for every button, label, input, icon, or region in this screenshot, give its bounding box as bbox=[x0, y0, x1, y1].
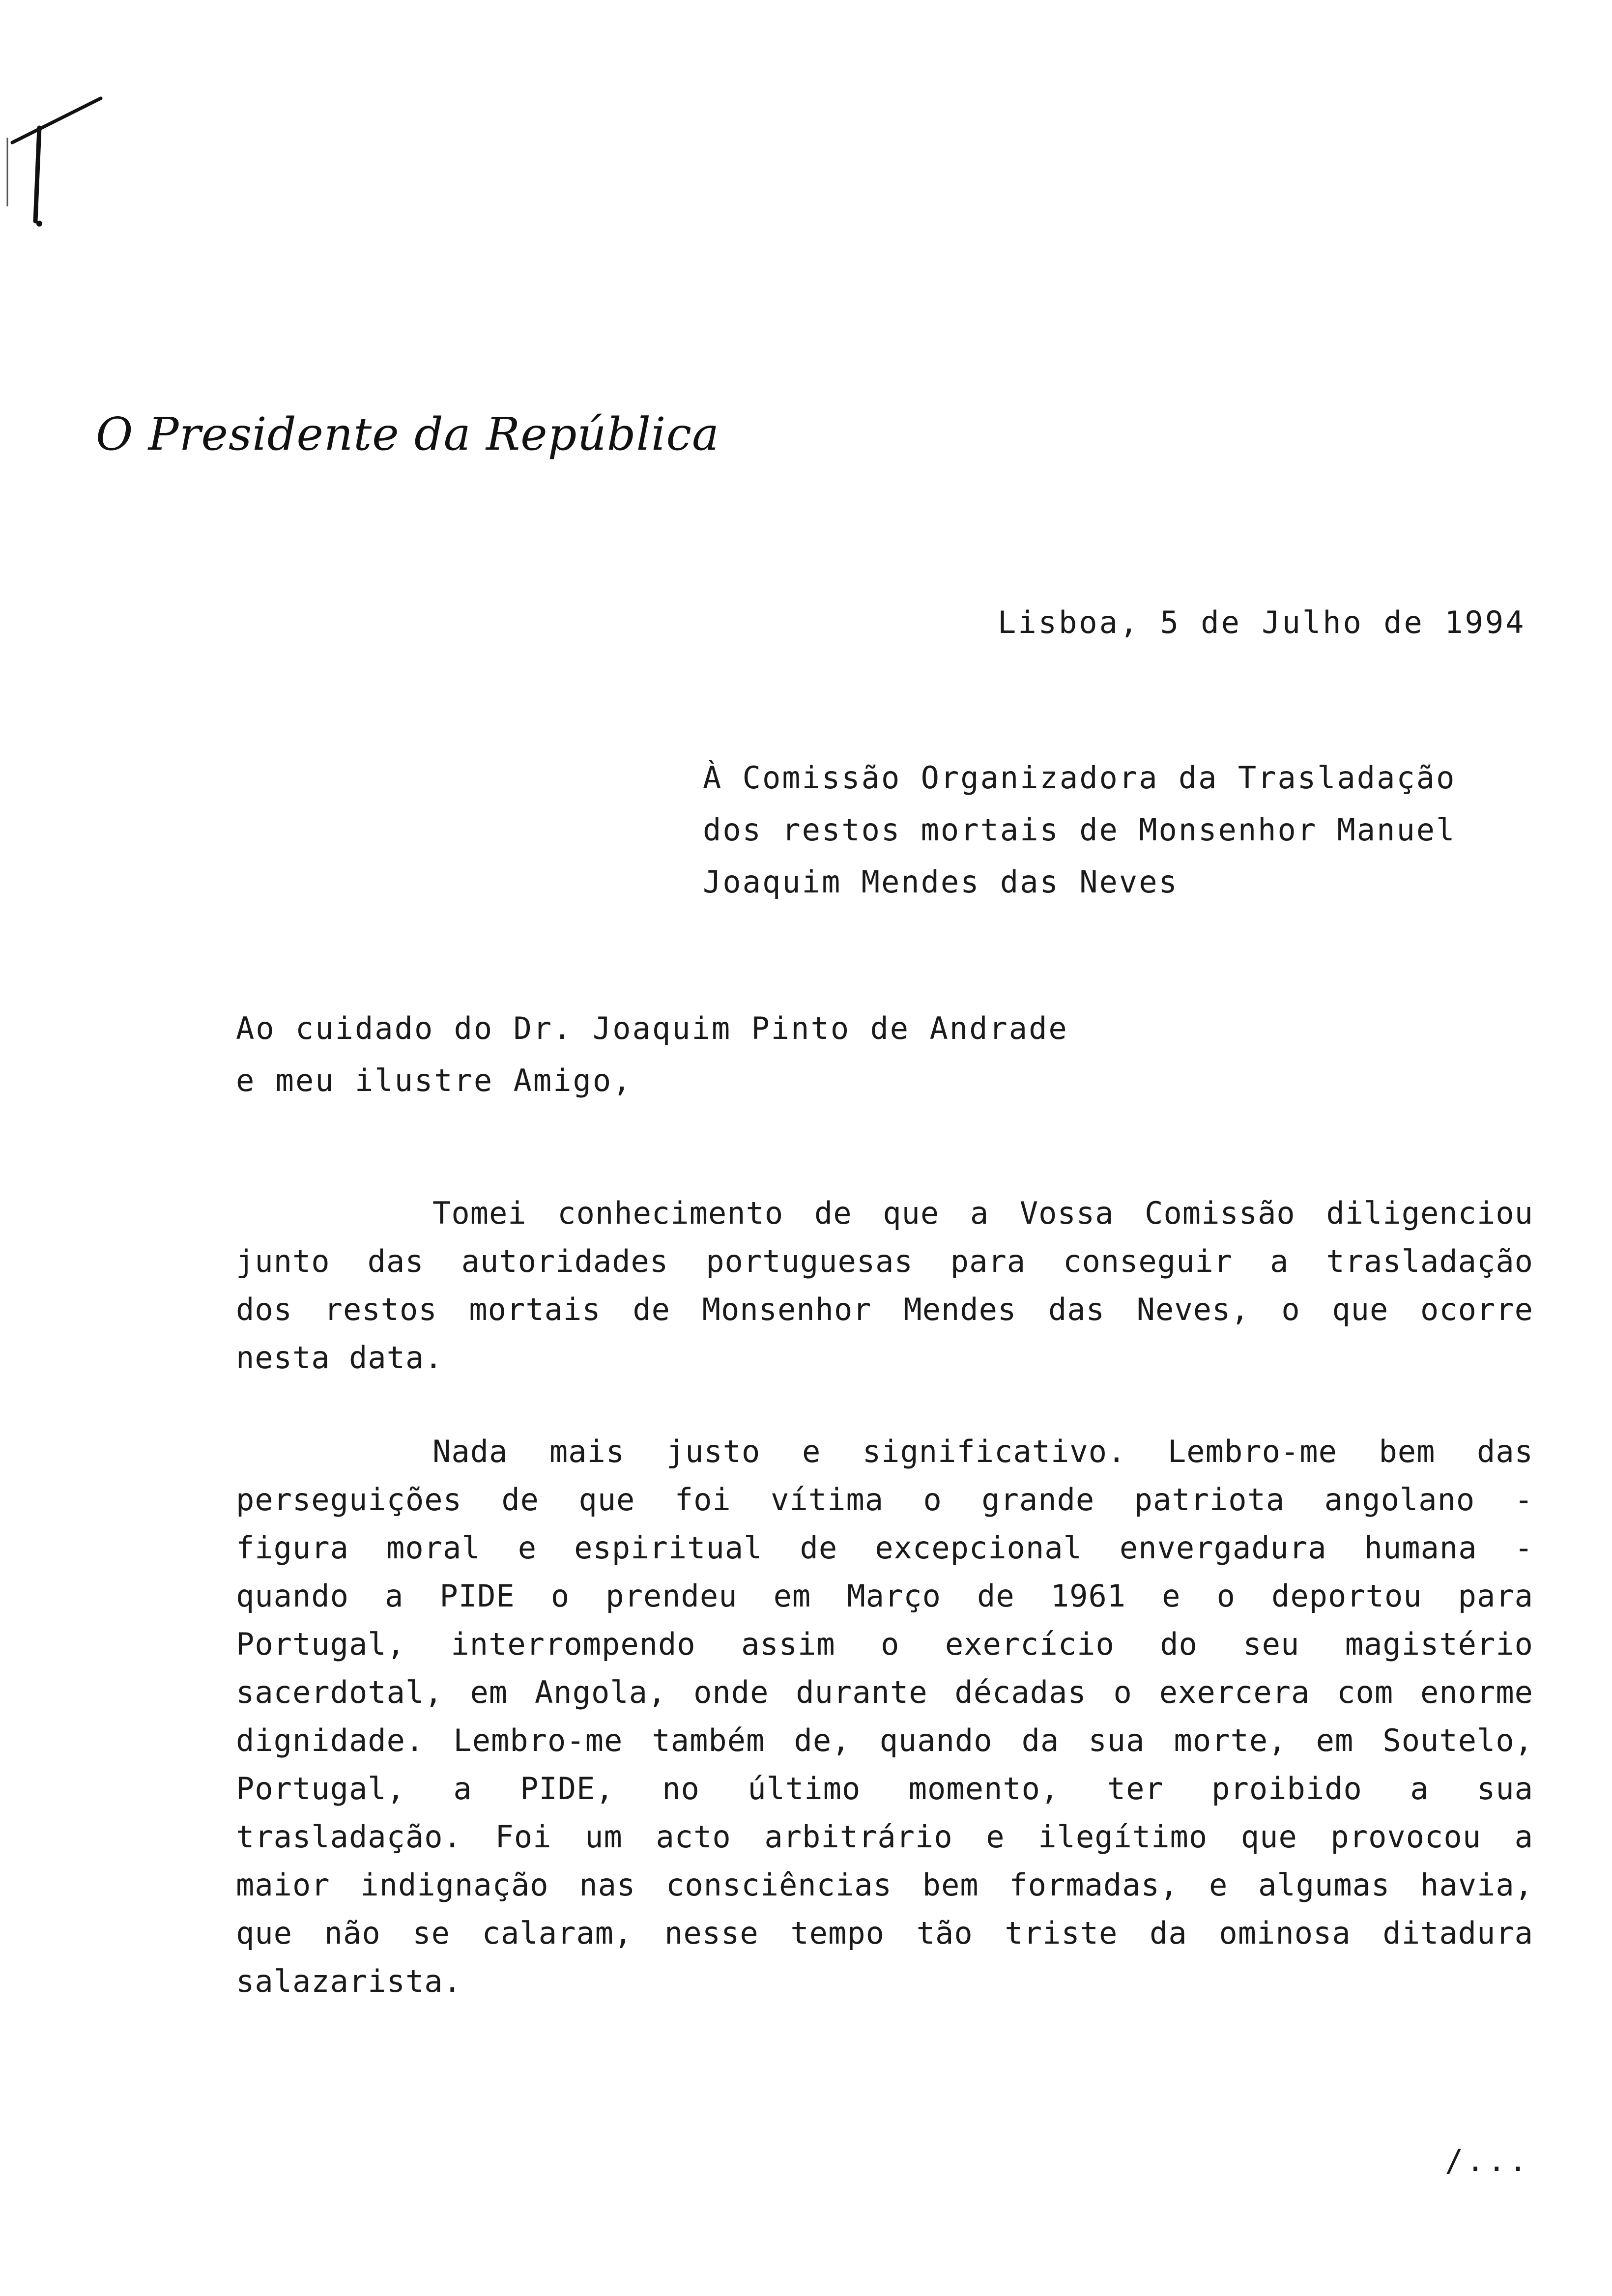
paragraph-line: perseguições de que foi vítima o grande patriota angolano - bbox=[236, 1482, 1533, 1518]
paragraph-line: sacerdotal, em Angola, onde durante décadas o exercera com enorme bbox=[236, 1674, 1533, 1710]
salutation-line: e meu ilustre Amigo, bbox=[236, 1062, 633, 1098]
paragraph-line: figura moral e espiritual de excepcional envergadura humana - bbox=[236, 1530, 1533, 1566]
paragraph-line: dignidade. Lembro-me também de, quando da sua morte, em Soutelo, bbox=[236, 1722, 1533, 1758]
body-paragraph-1 bbox=[236, 1189, 1533, 1382]
salutation-line: Ao cuidado do Dr. Joaquim Pinto de Andrade bbox=[236, 1010, 1068, 1046]
paragraph-line: trasladação. Foi um acto arbitrário e ilegítimo que provocou a bbox=[236, 1819, 1533, 1855]
paragraph-line: junto das autoridades portuguesas para conseguir a trasladação bbox=[236, 1243, 1533, 1279]
paragraph-line: dos restos mortais de Monsenhor Mendes das Neves, o que ocorre bbox=[236, 1292, 1533, 1327]
paragraph-line: Nada mais justo e significativo. Lembro-me bem das bbox=[432, 1434, 1533, 1469]
paragraph-line: salazarista. bbox=[236, 1963, 462, 1999]
paragraph-line: que não se calaram, nesse tempo tão triste da ominosa ditadura bbox=[236, 1915, 1533, 1951]
salutation-block bbox=[236, 1003, 1068, 1107]
paragraph-line: maior indignação nas consciências bem formadas, e algumas havia, bbox=[236, 1867, 1533, 1903]
recipient-line: Joaquim Mendes das Neves bbox=[703, 864, 1179, 900]
paragraph-line: quando a PIDE o prendeu em Março de 1961 e o deportou para bbox=[236, 1578, 1533, 1614]
letter-date: Lisboa, 5 de Julho de 1994 bbox=[998, 604, 1526, 640]
paragraph-line: Portugal, a PIDE, no último momento, ter proibido a sua bbox=[236, 1771, 1533, 1807]
recipient-line: À Comissão Organizadora da Trasladação bbox=[703, 760, 1456, 796]
continuation-mark: /... bbox=[1445, 2143, 1530, 2179]
paragraph-line: Tomei conhecimento de que a Vossa Comissão diligenciou bbox=[432, 1195, 1533, 1231]
paragraph-line: nesta data. bbox=[236, 1340, 443, 1376]
recipient-block bbox=[703, 752, 1456, 908]
body-paragraph-2 bbox=[236, 1428, 1533, 2006]
binding-mark-icon bbox=[0, 88, 113, 236]
recipient-line: dos restos mortais de Monsenhor Manuel bbox=[703, 812, 1456, 848]
letterhead-title: O Presidente da República bbox=[96, 408, 720, 460]
paragraph-line: Portugal, interrompendo assim o exercício do seu magistério bbox=[236, 1626, 1533, 1662]
